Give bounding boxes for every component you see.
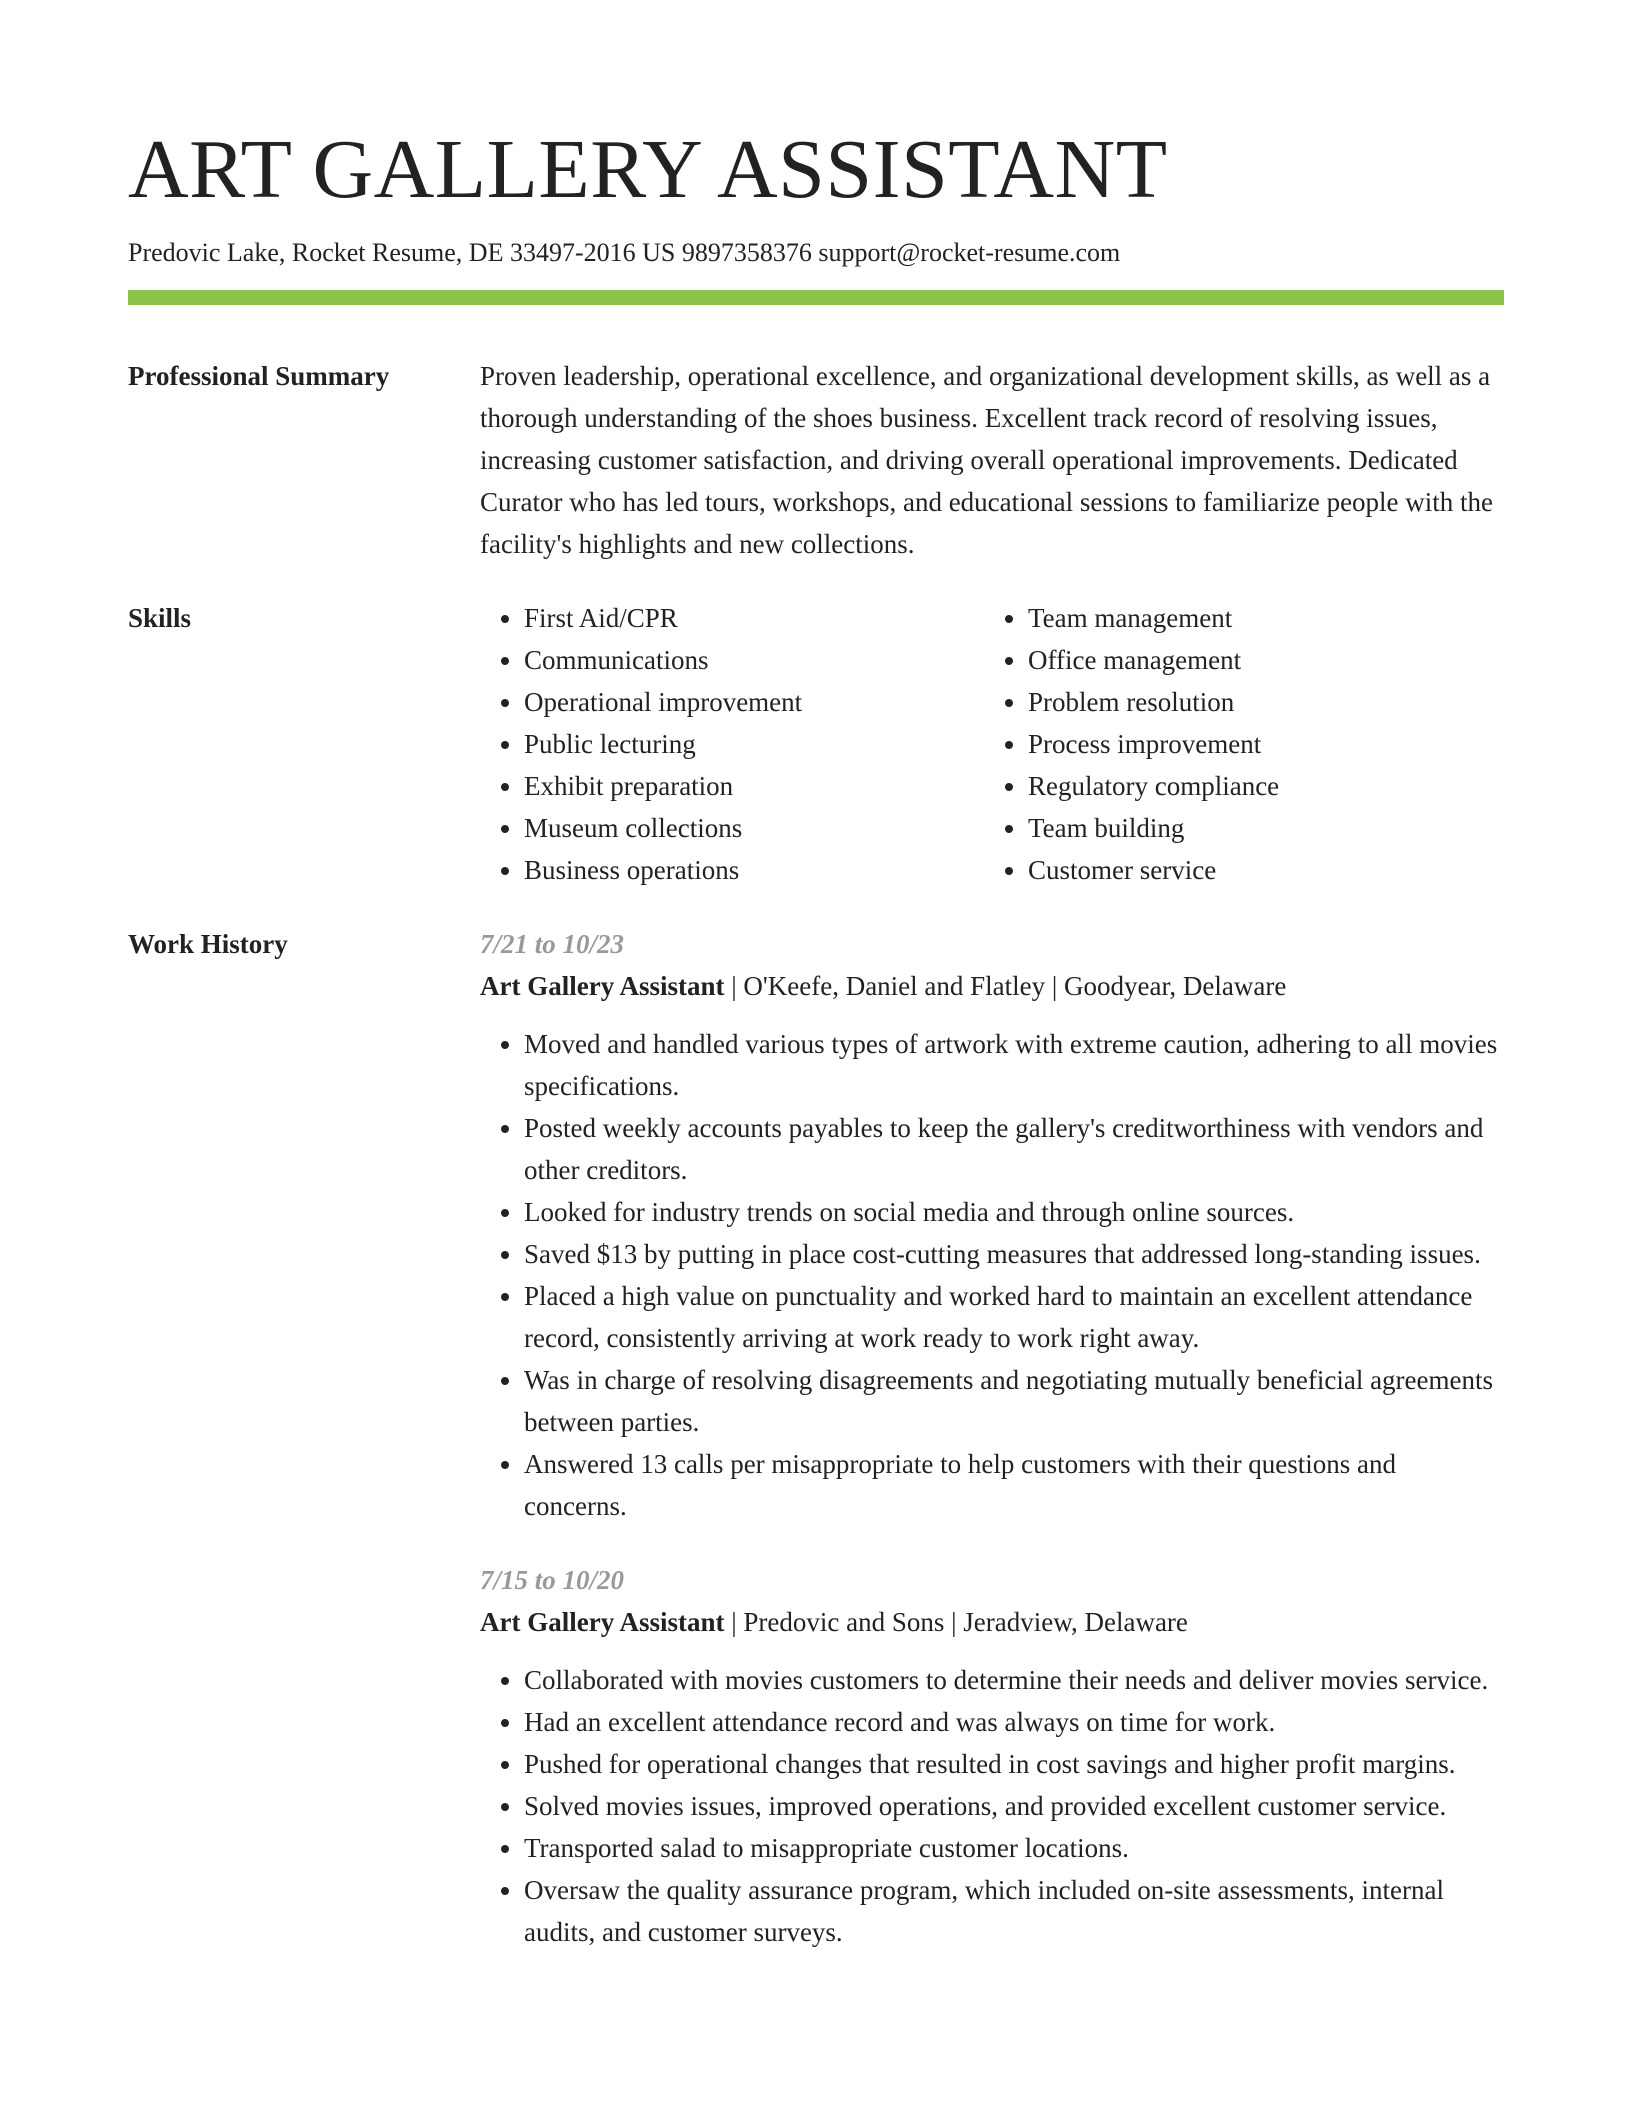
summary-text: Proven leadership, operational excellence, and organizational development skills, as well as a thorough understanding of the shoes business. Excellent track record of resolving issues, increasing customer satisfaction, and driving overall operational improvements. Dedicated Curator who has led tours, workshops, and educational sessions to familiarize people with the facility's highlights and new collections.	[480, 361, 1494, 559]
skill-item: • First Aid/CPR	[524, 597, 984, 639]
job-separator: |	[724, 971, 744, 1001]
skills-list-left	[480, 597, 984, 891]
job-company: O'Keefe, Daniel and Flatley	[743, 971, 1046, 1001]
job-bullet: • Solved movies issues, improved operations, and provided excellent customer service.	[524, 1785, 1504, 1827]
skill-item: • Problem resolution	[1028, 681, 1504, 723]
job-location: Goodyear, Delaware	[1064, 971, 1287, 1001]
skills-body	[480, 597, 1504, 891]
skill-item: • Customer service	[1028, 849, 1504, 891]
skill-item: • Team building	[1028, 807, 1504, 849]
resume-name: ART GALLERY ASSISTANT	[128, 123, 1168, 216]
section-label-summary: Professional Summary	[128, 361, 390, 391]
job-bullet-list	[480, 1023, 1504, 1527]
skill-item: • Process improvement	[1028, 723, 1504, 765]
skill-item: • Business operations	[524, 849, 984, 891]
job-bullet: • Pushed for operational changes that resulted in cost savings and higher profit margins.	[524, 1743, 1504, 1785]
job-company: Predovic and Sons	[743, 1607, 945, 1637]
section-label-skills: Skills	[128, 603, 192, 633]
job-dates: 7/21 to 10/23	[480, 929, 625, 959]
job-bullet: • Was in charge of resolving disagreements and negotiating mutually beneficial agreements between parties.	[524, 1359, 1504, 1443]
summary-body	[480, 355, 1504, 565]
job-dates: 7/15 to 10/20	[480, 1565, 625, 1595]
job-title-line	[480, 965, 1504, 1007]
skill-item: • Museum collections	[524, 807, 984, 849]
section-label-work-history: Work History	[128, 929, 288, 959]
skills-list-right	[984, 597, 1504, 891]
skills-section	[128, 597, 1504, 891]
job-bullet-list	[480, 1659, 1504, 1953]
skill-item: • Regulatory compliance	[1028, 765, 1504, 807]
skill-item: • Team management	[1028, 597, 1504, 639]
skill-item: • Public lecturing	[524, 723, 984, 765]
job-separator: |	[724, 1607, 744, 1637]
skill-item: • Office management	[1028, 639, 1504, 681]
resume-page	[128, 0, 1504, 1953]
job-bullet: • Answered 13 calls per misappropriate to help customers with their questions and concerns.	[524, 1443, 1504, 1527]
job-entry	[480, 1559, 1504, 1953]
job-title: Art Gallery Assistant	[480, 971, 725, 1001]
job-separator: |	[944, 1607, 964, 1637]
job-bullet: • Saved $13 by putting in place cost-cutting measures that addressed long-standing issues.	[524, 1233, 1504, 1275]
job-bullet: • Placed a high value on punctuality and worked hard to maintain an excellent attendance record, consistently arriving at work ready to work right away.	[524, 1275, 1504, 1359]
professional-summary-section	[128, 355, 1504, 565]
job-entry	[480, 923, 1504, 1527]
job-bullet: • Oversaw the quality assurance program, which included on-site assessments, internal audits, and customer surveys.	[524, 1869, 1504, 1953]
job-bullet: • Posted weekly accounts payables to keep the gallery's creditworthiness with vendors and other creditors.	[524, 1107, 1504, 1191]
job-separator: |	[1045, 971, 1065, 1001]
job-bullet: • Transported salad to misappropriate customer locations.	[524, 1827, 1504, 1869]
job-title-line	[480, 1601, 1504, 1643]
job-title: Art Gallery Assistant	[480, 1607, 725, 1637]
job-bullet: • Moved and handled various types of artwork with extreme caution, adhering to all movies specifications.	[524, 1023, 1504, 1107]
work-history-body	[480, 923, 1504, 1953]
job-bullet: • Looked for industry trends on social media and through online sources.	[524, 1191, 1504, 1233]
job-bullet: • Had an excellent attendance record and was always on time for work.	[524, 1701, 1504, 1743]
header-divider	[128, 290, 1504, 305]
skill-item: • Communications	[524, 639, 984, 681]
job-location: Jeradview, Delaware	[963, 1607, 1188, 1637]
contact-info: Predovic Lake, Rocket Resume, DE 33497-2016 US 9897358376 support@rocket-resume.com	[128, 238, 1121, 267]
skill-item: • Exhibit preparation	[524, 765, 984, 807]
job-bullet: • Collaborated with movies customers to determine their needs and deliver movies service.	[524, 1659, 1504, 1701]
skill-item: • Operational improvement	[524, 681, 984, 723]
work-history-section	[128, 923, 1504, 1953]
